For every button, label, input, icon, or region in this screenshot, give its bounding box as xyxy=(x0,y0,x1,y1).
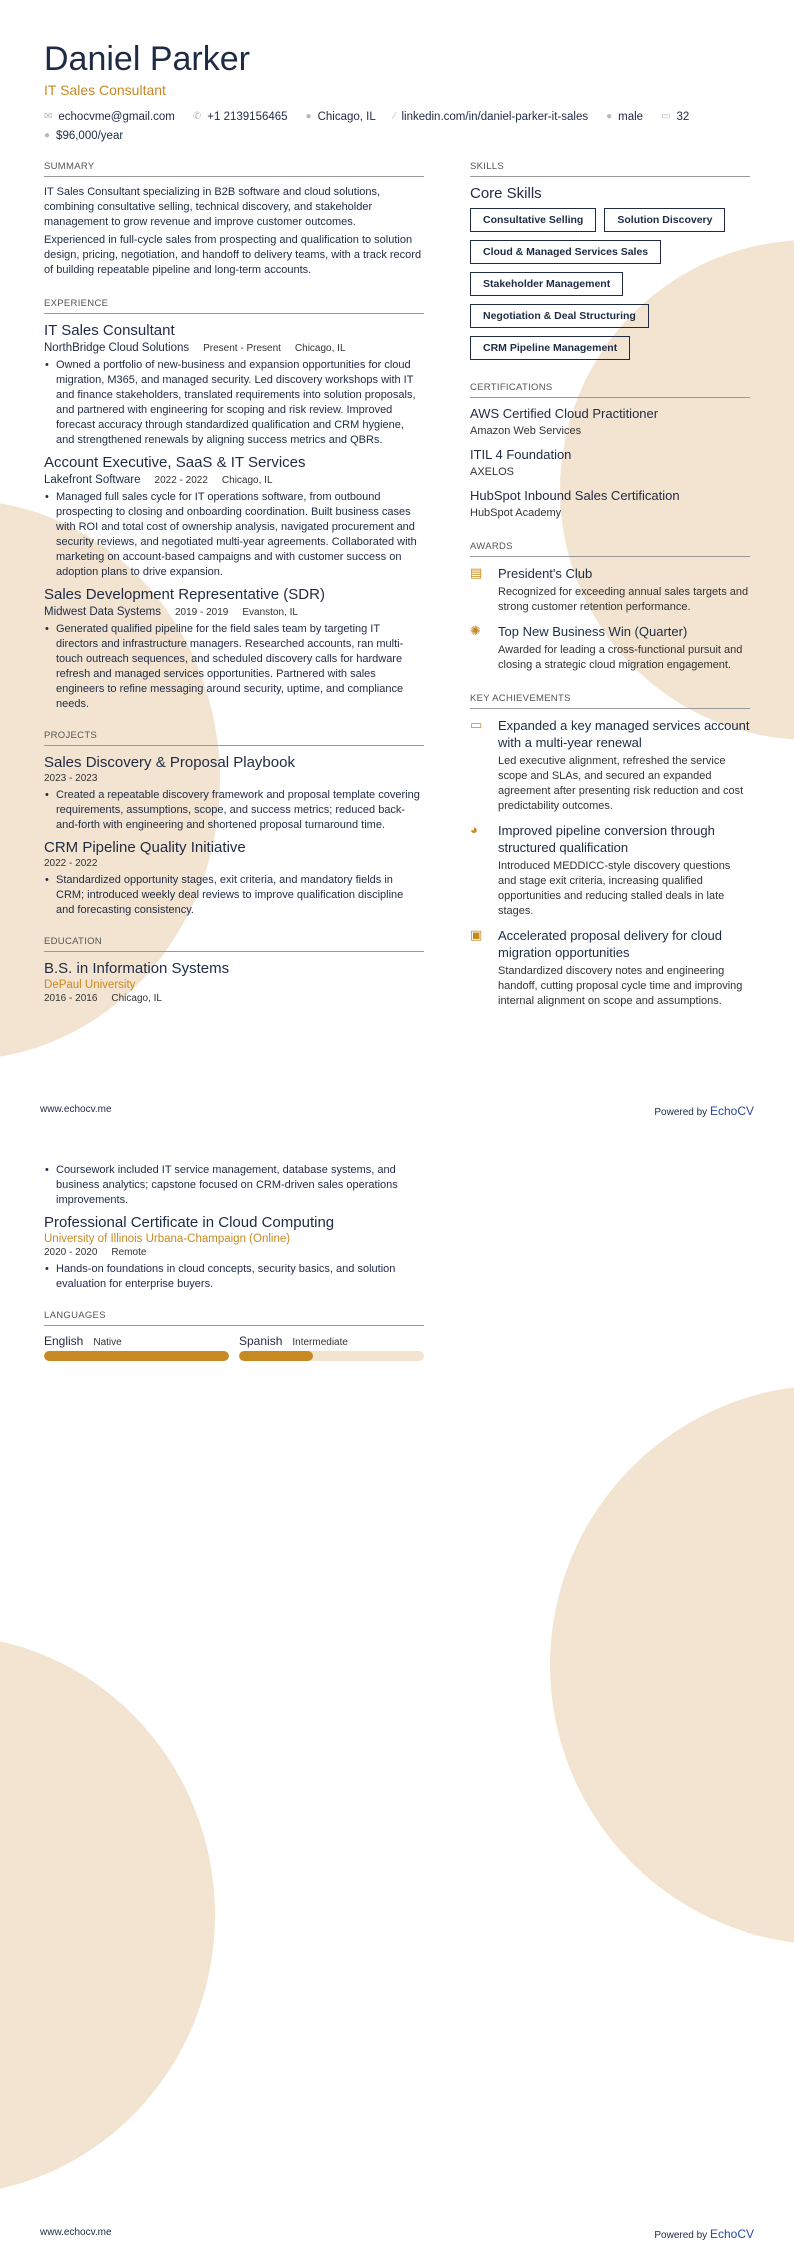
project-dates: 2023 - 2023 xyxy=(44,773,98,784)
footer-brand[interactable]: EchoCV xyxy=(709,2227,754,2241)
summary-heading: SUMMARY xyxy=(44,161,424,177)
education-entry xyxy=(44,1214,424,1292)
link-icon: ⁄ xyxy=(393,111,396,122)
award-entry xyxy=(470,623,750,673)
education-location: Chicago, IL xyxy=(111,993,162,1004)
achievement-title: Accelerated proposal delivery for cloud migration opportunities xyxy=(498,928,723,960)
presentation-icon: ▣ xyxy=(470,927,483,942)
contact-location: ● Chicago, IL xyxy=(305,110,376,123)
salary-icon: ● xyxy=(44,130,51,141)
education-entry xyxy=(44,960,424,1004)
job-company: Lakefront Software xyxy=(44,474,141,486)
footer-site[interactable]: www.echocv.me xyxy=(40,1104,112,1115)
certification-title: HubSpot Inbound Sales Certification xyxy=(470,488,680,503)
contact-salary: ● $96,000/year xyxy=(44,129,124,142)
job-title: IT Sales Consultant xyxy=(44,322,175,339)
contact-linkedin[interactable]: ⁄ linkedin.com/in/daniel-parker-it-sales xyxy=(393,110,589,123)
language-proficiency-fill xyxy=(239,1351,313,1361)
project-title: CRM Pipeline Quality Initiative xyxy=(44,839,246,856)
contact-info xyxy=(44,107,744,145)
contact-email[interactable]: ✉ echocvme@gmail.com xyxy=(44,110,175,123)
summary-paragraph: Experienced in full-cycle sales from prospecting and qualification to solution design, pricing, negotiation, and handoff to delivery teams, with a track record of building repeatable pipeline and long-term accounts. xyxy=(44,234,422,276)
achievement-entry xyxy=(470,717,750,814)
achievement-entry xyxy=(470,927,750,1009)
certification-entry xyxy=(470,447,750,478)
award-description: Awarded for leading a cross-functional pursuit and closing a strategic cloud migration engagement. xyxy=(498,644,743,671)
summary-paragraph: IT Sales Consultant specializing in B2B software and cloud solutions, combining consultative selling, technical discovery, and stakeholder management to grow revenue and improve customer outcomes. xyxy=(44,186,381,228)
skill-tag: CRM Pipeline Management xyxy=(470,336,630,360)
footer-brand[interactable]: EchoCV xyxy=(709,1104,754,1118)
experience-entry xyxy=(44,454,424,580)
certification-title: ITIL 4 Foundation xyxy=(470,447,572,462)
award-entry xyxy=(470,565,750,615)
language-level: Native xyxy=(93,1337,122,1348)
calendar-icon: ▭ xyxy=(470,717,483,732)
award-description: Recognized for exceeding annual sales targets and strong customer retention performance. xyxy=(498,586,749,613)
achievement-title: Expanded a key managed services account with a multi-year renewal xyxy=(498,718,750,750)
contact-gender: ● male xyxy=(606,110,644,123)
footer-powered: Powered by EchoCV xyxy=(654,1104,754,1118)
certification-entry xyxy=(470,488,750,519)
project-dates: 2022 - 2022 xyxy=(44,858,98,869)
achievement-entry xyxy=(470,822,750,919)
contact-age: ▭ 32 xyxy=(661,110,690,123)
education-degree: Professional Certificate in Cloud Computing xyxy=(44,1214,335,1231)
certification-issuer: HubSpot Academy xyxy=(470,507,562,519)
awards-heading: AWARDS xyxy=(470,541,750,557)
phone-icon: ✆ xyxy=(192,111,202,122)
skill-tag: Cloud & Managed Services Sales xyxy=(470,240,661,264)
candidate-title: IT Sales Consultant xyxy=(44,82,166,98)
calendar-icon: ▭ xyxy=(661,111,671,122)
job-company: Midwest Data Systems xyxy=(44,606,161,618)
language-entry xyxy=(239,1334,424,1361)
skill-tag: Solution Discovery xyxy=(604,208,725,232)
education-school: University of Illinois Urbana-Champaign (Online) xyxy=(44,1233,291,1245)
achievements-heading: KEY ACHIEVEMENTS xyxy=(470,693,750,709)
skill-tags xyxy=(470,208,750,360)
certifications-heading: CERTIFICATIONS xyxy=(470,382,750,398)
person-icon: ● xyxy=(606,111,613,122)
job-dates: Present - Present xyxy=(203,343,281,354)
document-icon: ▤ xyxy=(470,565,483,580)
project-title: Sales Discovery & Proposal Playbook xyxy=(44,754,295,771)
language-name: English xyxy=(44,1334,84,1348)
language-proficiency-bar xyxy=(44,1351,229,1361)
certification-title: AWS Certified Cloud Practitioner xyxy=(470,406,659,421)
achievement-description: Standardized discovery notes and engineering handoff, cutting proposal cycle time and improving internal alignment on scope and assumptions. xyxy=(498,965,743,1007)
education-dates: 2016 - 2016 xyxy=(44,993,98,1004)
job-bullet: • Owned a portfolio of new-business and expansion opportunities for cloud migration, M365, and managed security. Led discovery workshops with IT and finance stakeholders, translated requirements into solution proposals, and partnered with engineering for scoping and risk review. Improved forecast accuracy through standardized qualification and CRM hygiene, and strengthened renewals by aligning success metrics and QBRs. xyxy=(56,358,424,448)
project-bullet: • Created a repeatable discovery framework and proposal template covering requirements, assumptions, scope, and success metrics; reduced back-and-forth with engineering and shortened proposal turnaround time. xyxy=(56,788,424,833)
chart-pie-icon: ◕ xyxy=(470,822,478,837)
right-column xyxy=(470,161,750,1009)
education-school: DePaul University xyxy=(44,979,136,991)
location-icon: ● xyxy=(305,111,312,122)
skill-tag: Negotiation & Deal Structuring xyxy=(470,304,649,328)
language-name: Spanish xyxy=(239,1334,283,1348)
language-proficiency-bar xyxy=(239,1351,424,1361)
achievement-title: Improved pipeline conversion through structured qualification xyxy=(498,823,715,855)
language-proficiency-fill xyxy=(44,1351,229,1361)
education-dates: 2020 - 2020 xyxy=(44,1247,98,1258)
education-location: Remote xyxy=(111,1247,147,1258)
achievement-description: Led executive alignment, refreshed the service scope and SLAs, and secured an expanded agreement after presenting risk reduction and cost predictability outcomes. xyxy=(498,755,744,812)
language-level: Intermediate xyxy=(292,1337,348,1348)
achievement-description: Introduced MEDDICC-style discovery questions and stage exit criteria, increasing qualified opportunities and reducing stalled deals in late stages. xyxy=(498,860,731,917)
email-icon: ✉ xyxy=(44,111,53,122)
left-column xyxy=(44,161,424,1004)
job-company: NorthBridge Cloud Solutions xyxy=(44,342,190,354)
experience-heading: EXPERIENCE xyxy=(44,298,424,314)
page-footer xyxy=(40,2227,754,2241)
left-column-continued xyxy=(44,1163,424,1361)
candidate-name: Daniel Parker xyxy=(44,40,250,78)
education-bullet: • Coursework included IT service management, database systems, and business analytics; capstone focused on CRM-driven sales operations improvements. xyxy=(56,1163,424,1208)
skills-heading: SKILLS xyxy=(470,161,750,177)
job-bullet: • Managed full sales cycle for IT operations software, from outbound prospecting to closing and onboarding coordination. Built business cases with ROI and total cost of ownership analysis, navigated procurement and security reviews, and negotiated multi-year agreements. Collaborated with marketing on account-based campaigns and with customer success on adoption plans to drive expansion. xyxy=(56,490,424,580)
contact-phone[interactable]: ✆ +1 2139156465 xyxy=(192,110,288,123)
footer-site[interactable]: www.echocv.me xyxy=(40,2227,112,2238)
certification-issuer: Amazon Web Services xyxy=(470,425,582,437)
job-title: Sales Development Representative (SDR) xyxy=(44,586,325,603)
education-degree: B.S. in Information Systems xyxy=(44,960,230,977)
languages-list xyxy=(44,1334,424,1361)
award-title: Top New Business Win (Quarter) xyxy=(498,624,688,639)
skill-tag: Stakeholder Management xyxy=(470,272,623,296)
gear-icon: ✺ xyxy=(470,623,481,638)
job-location: Chicago, IL xyxy=(294,343,346,354)
skill-tag: Consultative Selling xyxy=(470,208,596,232)
certification-issuer: AXELOS xyxy=(470,466,515,478)
footer-powered: Powered by EchoCV xyxy=(654,2227,754,2241)
projects-heading: PROJECTS xyxy=(44,730,424,746)
job-location: Chicago, IL xyxy=(221,475,273,486)
project-entry xyxy=(44,839,424,918)
job-title: Account Executive, SaaS & IT Services xyxy=(44,454,306,471)
award-title: President's Club xyxy=(498,566,593,581)
education-heading: EDUCATION xyxy=(44,936,424,952)
languages-heading: LANGUAGES xyxy=(44,1310,424,1326)
job-bullet: • Generated qualified pipeline for the field sales team by targeting IT directors and infrastructure managers. Researched accounts, ran multi-touch outreach sequences, and scheduled discovery calls for hardware refresh and managed services opportunities. Partnered with sales engineers to refine messaging around security, uptime, and compliance needs. xyxy=(56,622,424,712)
skills-group-title: Core Skills xyxy=(470,185,542,202)
experience-entry xyxy=(44,586,424,712)
job-dates: 2022 - 2022 xyxy=(154,475,208,486)
project-bullet: • Standardized opportunity stages, exit criteria, and mandatory fields in CRM; introduced weekly deal reviews to improve qualification discipline and forecasting consistency. xyxy=(56,873,424,918)
language-entry xyxy=(44,1334,229,1361)
job-dates: 2019 - 2019 xyxy=(174,607,229,618)
education-bullet: • Hands-on foundations in cloud concepts, security basics, and solution evaluation for enterprise buyers. xyxy=(56,1262,424,1292)
job-location: Evanston, IL xyxy=(242,607,298,618)
experience-entry xyxy=(44,322,424,448)
page-footer xyxy=(40,1104,754,1118)
certification-entry xyxy=(470,406,750,437)
project-entry xyxy=(44,754,424,833)
resume-page-2 xyxy=(0,1123,794,2246)
